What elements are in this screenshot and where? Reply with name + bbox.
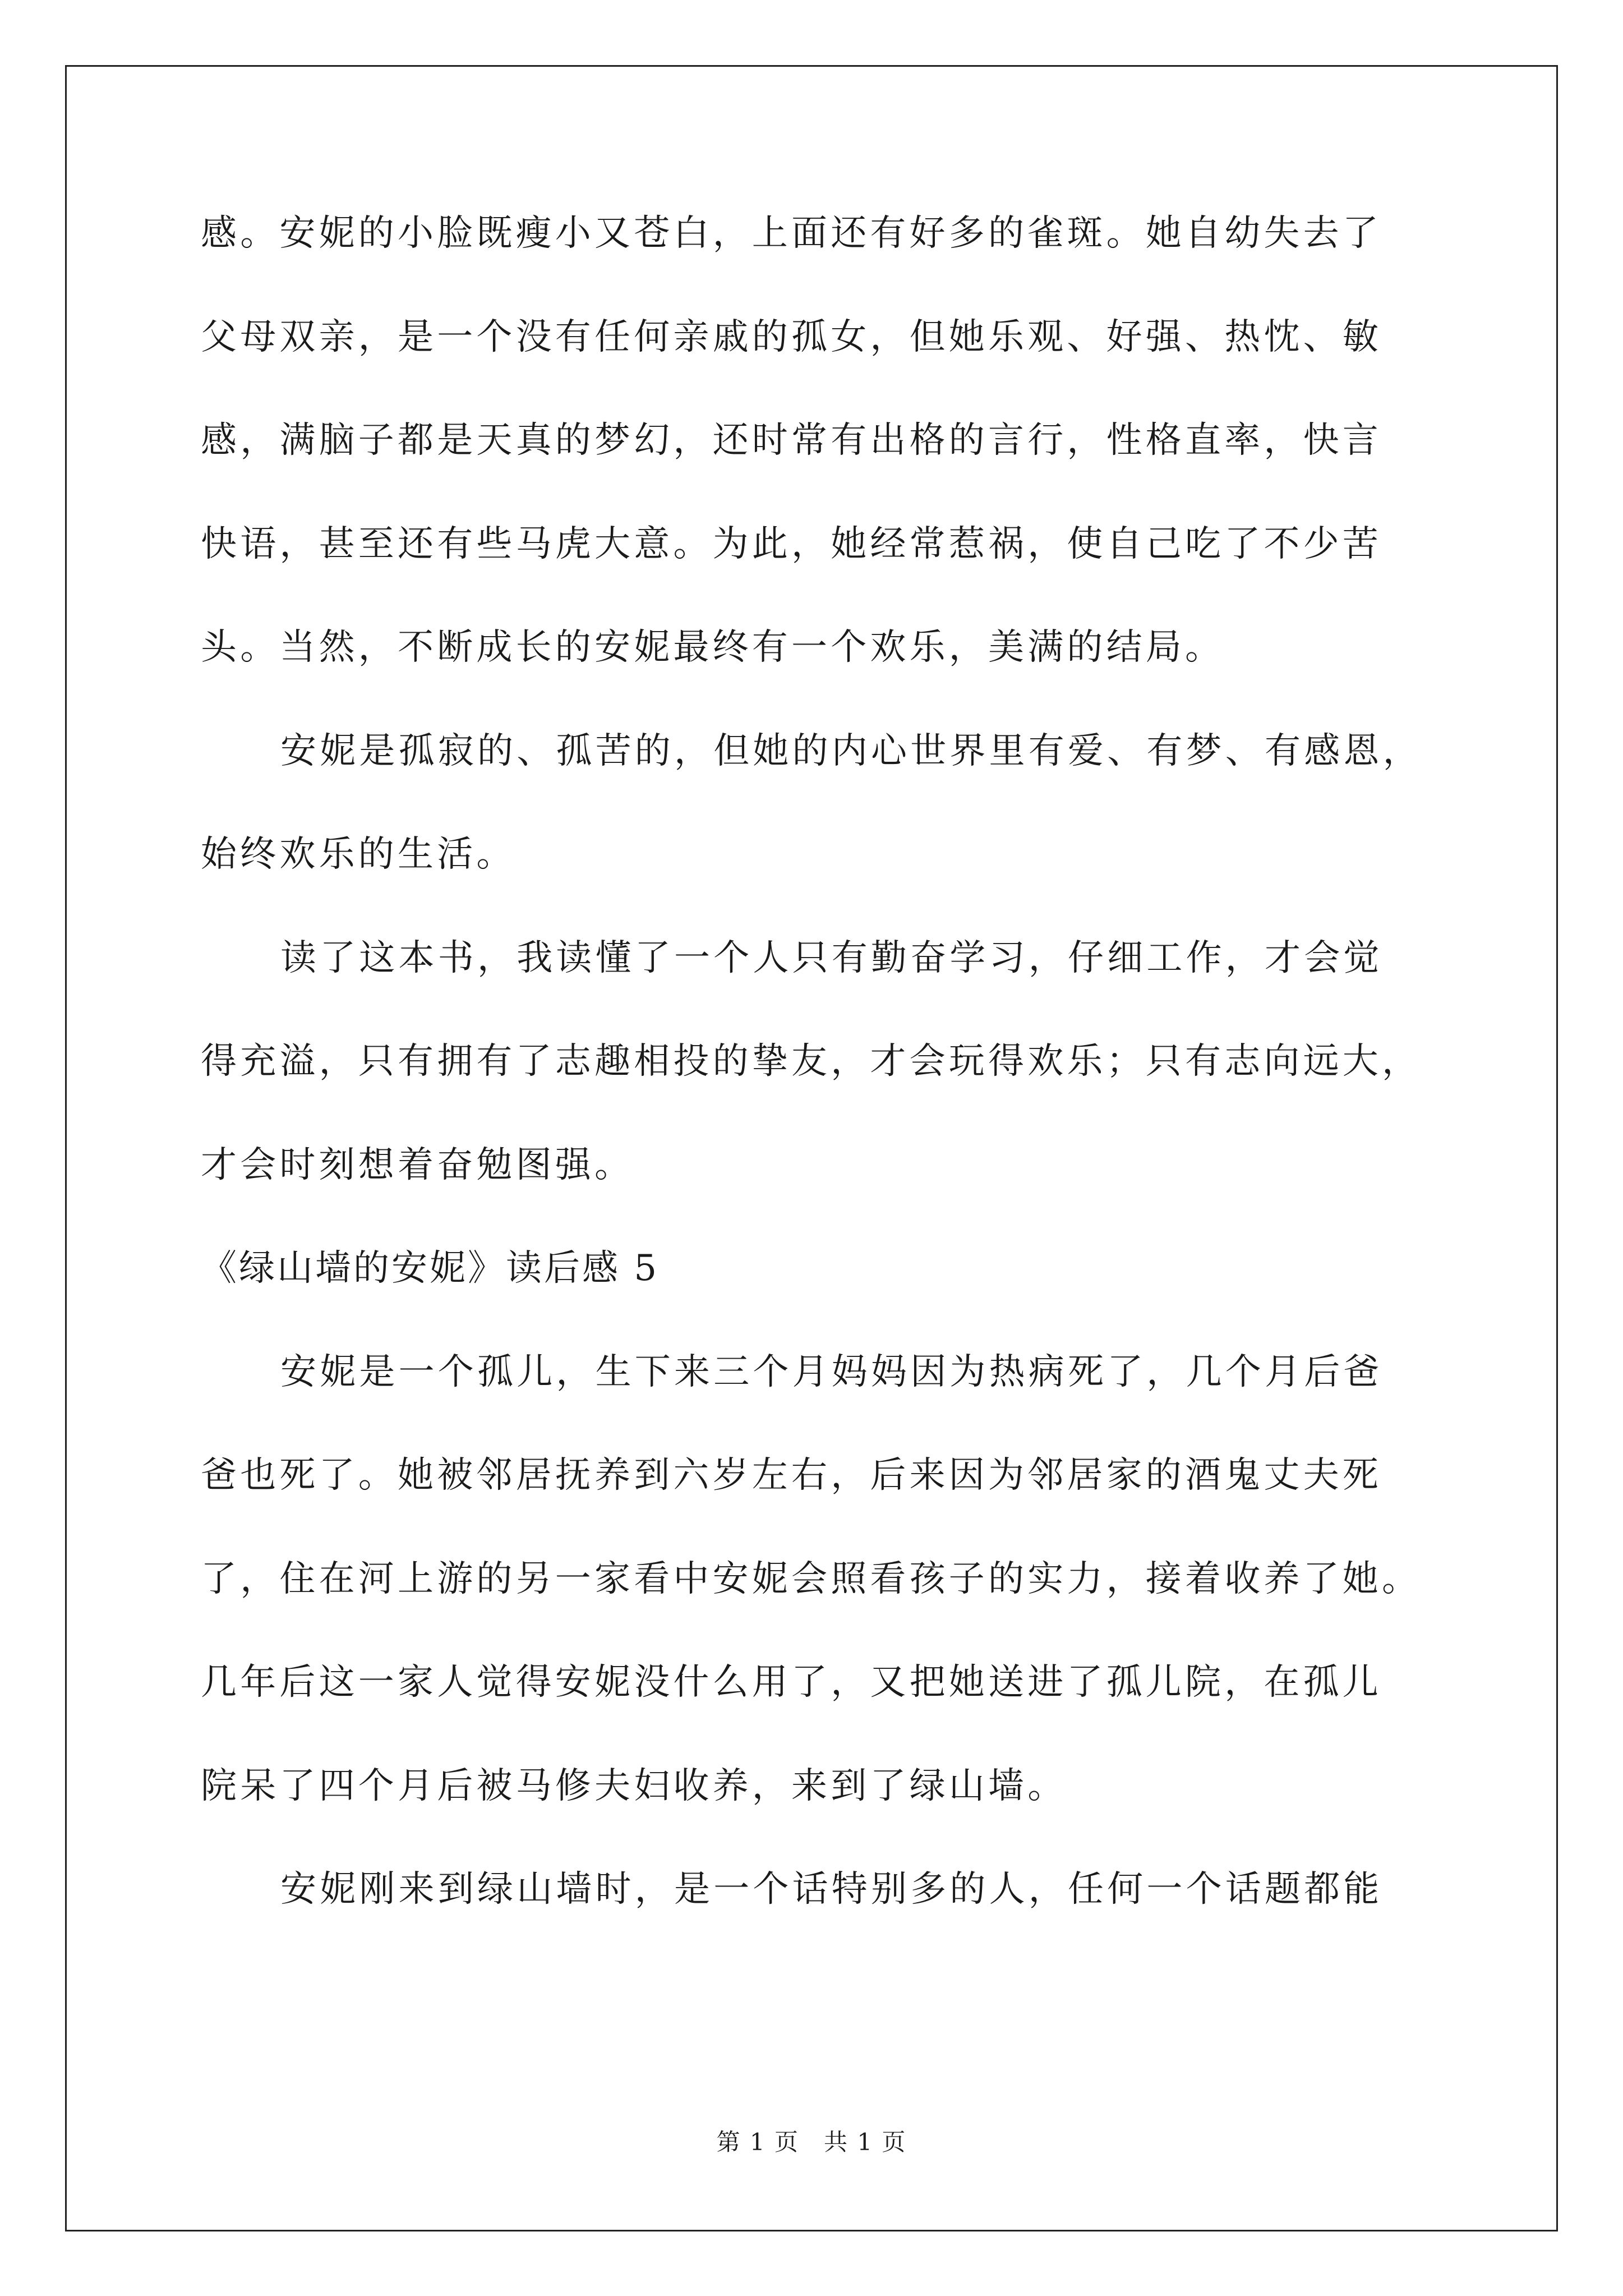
text-line: 感。安妮的小脸既瘦小又苍白，上面还有好多的雀斑。她自幼失去了 — [201, 213, 1382, 254]
page-number-footer: 第 1 页 共 1 页 — [716, 2128, 907, 2156]
text-line: 头。当然，不断成长的安妮最终有一个欢乐，美满的结局。 — [201, 627, 1225, 668]
text-line: 几年后这一家人觉得安妮没什么用了，又把她送进了孤儿院，在孤儿 — [201, 1662, 1382, 1703]
text-line: 快语，甚至还有些马虎大意。为此，她经常惹祸，使自己吃了不少苦 — [201, 523, 1382, 565]
text-line: 得充溢，只有拥有了志趣相投的挚友，才会玩得欢乐；只有志向远大， — [201, 1041, 1422, 1082]
text-line: 才会时刻想着奋勉图强。 — [201, 1144, 634, 1186]
paragraph-first-line: 读了这本书，我读懂了一个人只有勤奋学习，仔细工作，才会觉 — [280, 937, 1383, 979]
paragraph-first-line: 安妮刚来到绿山墙时，是一个话特别多的人，任何一个话题都能 — [280, 1869, 1383, 1910]
text-line: 感，满脑子都是天真的梦幻，还时常有出格的言行，性格直率，快言 — [201, 420, 1382, 461]
text-line: 院呆了四个月后被马修夫妇收养，来到了绿山墙。 — [201, 1765, 1067, 1807]
paragraph-first-line: 安妮是一个孤儿，生下来三个月妈妈因为热病死了，几个月后爸 — [280, 1351, 1383, 1393]
section-heading: 《绿山墙的安妮》读后感 5 — [201, 1248, 660, 1289]
paragraph-first-line: 安妮是孤寂的、孤苦的，但她的内心世界里有爱、有梦、有感恩， — [280, 730, 1422, 772]
text-line: 父母双亲，是一个没有任何亲戚的孤女，但她乐观、好强、热忱、敏 — [201, 316, 1382, 358]
text-line: 爸也死了。她被邻居抚养到六岁左右，后来因为邻居家的酒鬼丈夫死 — [201, 1455, 1382, 1496]
text-line: 了，住在河上游的另一家看中安妮会照看孩子的实力，接着收养了她。 — [201, 1558, 1422, 1600]
text-line: 始终欢乐的生活。 — [201, 834, 516, 875]
